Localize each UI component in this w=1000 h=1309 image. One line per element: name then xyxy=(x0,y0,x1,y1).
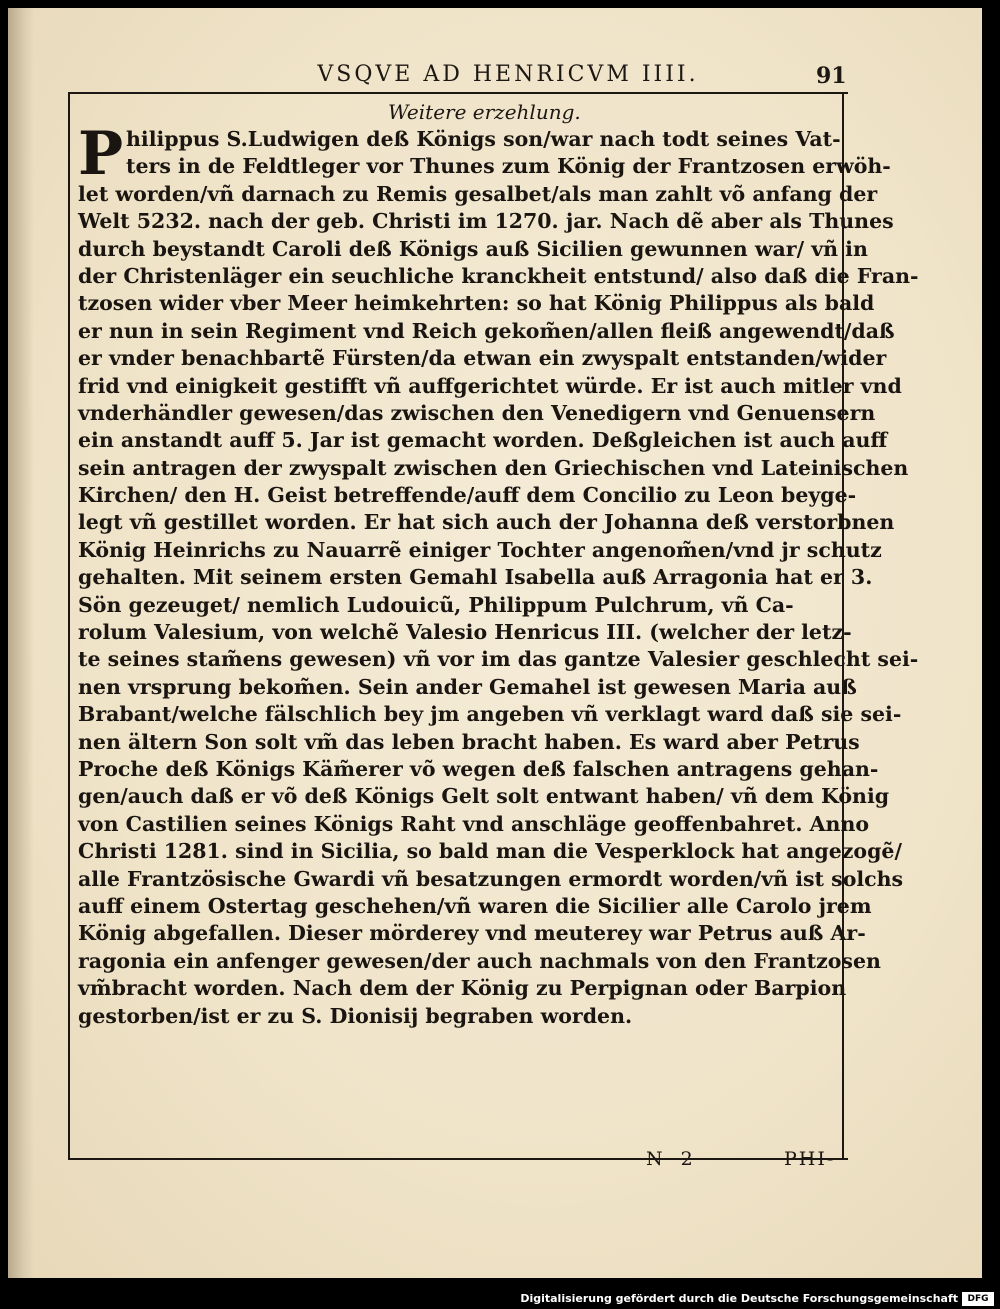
signature-mark: N 2 xyxy=(646,1148,699,1170)
text-line: Brabant/welche fälschlich bey jm angeben vñ verklagt ward daß sie sei- xyxy=(78,702,902,727)
running-head: VSQVE AD HENRICVM IIII. xyxy=(317,62,699,87)
text-line: ters in de Feldtleger vor Thunes zum König der Frantzosen erwöh- xyxy=(126,154,891,179)
text-line: vnderhändler gewesen/das zwischen den Venedigern vnd Genuensern xyxy=(78,400,876,425)
text-line: frid vnd einigkeit gestifft vñ auffgerichtet würde. Er ist auch mitler vnd xyxy=(78,373,902,398)
text-line: let worden/vñ darnach zu Remis gesalbet/als man zahlt võ anfang der xyxy=(78,181,878,206)
book-gutter-shadow xyxy=(8,8,34,1278)
text-line: ein anstandt auff 5. Jar ist gemacht worden. Deßgleichen ist auch auff xyxy=(78,428,888,453)
text-line: gen/auch daß er võ deß Königs Gelt solt entwant haben/ vñ dem König xyxy=(78,784,890,809)
footer-bar xyxy=(0,1290,1000,1309)
text-line: durch beystandt Caroli deß Königs auß Sicilien gewunnen war/ vñ in xyxy=(78,236,868,261)
text-line: Christi 1281. sind in Sicilia, so bald man die Vesperklock hat angezogẽ/ xyxy=(78,839,902,864)
text-line: gehalten. Mit seinem ersten Gemahl Isabella auß Arragonia hat er 3. xyxy=(78,565,873,590)
folio-number: 91 xyxy=(816,63,847,89)
page-scan xyxy=(8,8,982,1278)
text-line: nen vrsprung bekom̃en. Sein ander Gemahel ist gewesen Maria auß xyxy=(78,674,857,699)
drop-cap: P xyxy=(78,119,124,189)
text-line: der Christenläger ein seuchliche kranckheit entstund/ also daß die Fran- xyxy=(78,263,919,288)
body-text xyxy=(78,119,919,1030)
text-line: tzosen wider vber Meer heimkehrten: so hat König Philippus als bald xyxy=(78,291,875,316)
text-line: König Heinrichs zu Nauarrẽ einiger Tochter angenom̃en/vnd jr schutz xyxy=(78,537,882,562)
text-line: er nun in sein Regiment vnd Reich gekom̃en/allen fleiß angewendt/daß xyxy=(78,318,895,343)
text-line: rolum Valesium, von welchẽ Valesio Henricus III. (welcher der letz- xyxy=(78,620,852,645)
text-line: vm̃bracht worden. Nach dem der König zu Perpignan oder Barpion xyxy=(78,976,847,1001)
text-line: er vnder benachbartẽ Fürsten/da etwan ein zwyspalt entstanden/wider xyxy=(78,346,887,371)
text-line: Welt 5232. nach der geb. Christi im 1270. jar. Nach dẽ aber als Thunes xyxy=(78,209,894,234)
dfg-logo-icon: DFG xyxy=(962,1292,994,1306)
text-line: von Castilien seines Königs Raht vnd anschläge geoffenbahret. Anno xyxy=(78,811,870,836)
text-line: gestorben/ist er zu S. Dionisij begraben worden. xyxy=(78,1003,633,1028)
footer-credit: Digitalisierung gefördert durch die Deutsche Forschungsgemeinschaft xyxy=(520,1292,958,1305)
text-line: sein antragen der zwyspalt zwischen den Griechischen vnd Lateinischen xyxy=(78,455,909,480)
section-subheading: Weitere erzehlung. xyxy=(388,100,581,124)
text-line: te seines stam̃ens gewesen) vñ vor im das gantze Valesier geschlecht sei- xyxy=(78,647,919,672)
text-line: ragonia ein anfenger gewesen/der auch nachmals von den Frantzosen xyxy=(78,948,881,973)
catchword: PHI- xyxy=(784,1148,836,1170)
text-line: hilippus S.Ludwigen deß Königs son/war nach todt seines Vat- xyxy=(126,127,841,151)
text-line: nen ältern Son solt vm̃ das leben bracht haben. Es ward aber Petrus xyxy=(78,729,860,754)
text-line: legt vñ gestillet worden. Er hat sich auch der Johanna deß verstorbnen xyxy=(78,510,895,535)
text-line: Sön gezeuget/ nemlich Ludouicũ, Philippum Pulchrum, vñ Ca- xyxy=(78,592,794,617)
bottom-rule xyxy=(68,1158,848,1160)
text-line: Kirchen/ den H. Geist betreffende/auff dem Concilio zu Leon beyge- xyxy=(78,483,857,508)
text-line: auff einem Ostertag geschehen/vñ waren die Sicilier alle Carolo jrem xyxy=(78,893,872,918)
text-line: Proche deß Königs Käm̃erer võ wegen deß falschen antragens gehan- xyxy=(78,756,879,781)
text-line: König abgefallen. Dieser mörderey vnd meuterey war Petrus auß Ar- xyxy=(78,921,866,946)
text-line: alle Frantzösische Gwardi vñ besatzungen ermordt worden/vñ ist solchs xyxy=(78,866,904,891)
